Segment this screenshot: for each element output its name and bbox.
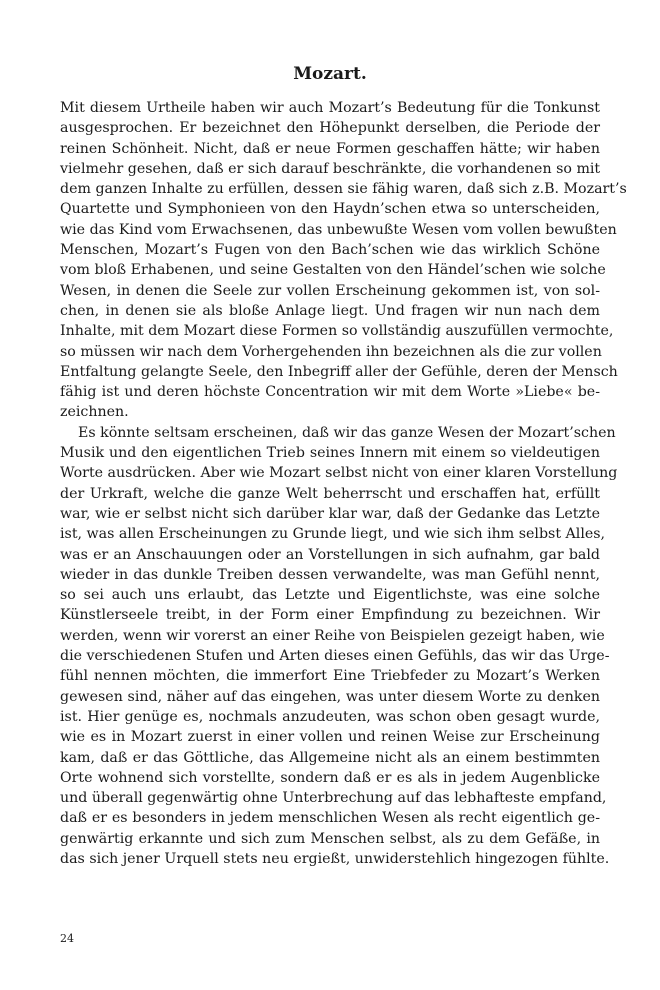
text-line: Künstlerseele treibt, in der Form einer Empfindung zu bezeichnen. Wir <box>60 607 600 624</box>
text-line: Quartette und Symphonieen von den Haydn’schen etwa so unterscheiden, <box>60 201 600 218</box>
text-line: Mit diesem Urtheile haben wir auch Mozart’s Bedeutung für die Tonkunst <box>60 100 600 116</box>
text-line: Worte ausdrücken. Aber wie Mozart selbst nicht von einer klaren Vorstellung <box>60 465 618 482</box>
text-line: werden, wenn wir vorerst an einer Reihe von Beispielen gezeigt haben, wie <box>60 627 605 644</box>
text-line: genwärtig erkannte und sich zum Menschen selbst, als zu dem Gefäße, in <box>60 830 600 847</box>
text-line: wie es in Mozart zuerst in einer vollen und reinen Weise zur Erscheinung <box>60 729 600 746</box>
text-line: Wesen, in denen die Seele zur vollen Erscheinung gekommen ist, von sol- <box>60 282 600 299</box>
text-line: so sei auch uns erlaubt, das Letzte und Eigentlichste, was eine solche <box>60 587 600 604</box>
text-line: gewesen sind, näher auf das eingehen, was unter diesem Worte zu denken <box>60 688 600 705</box>
text-line: so müssen wir nach dem Vorhergehenden ihn bezeichnen als die zur vollen <box>60 343 602 360</box>
text-line: chen, in denen sie als bloße Anlage liegt. Und fragen wir nun nach dem <box>60 302 600 319</box>
text-line: kam, daß er das Göttliche, das Allgemeine nicht als an einem bestimmten <box>60 749 600 766</box>
text-line: Es könnte seltsam erscheinen, daß wir das ganze Wesen der Mozart’schen <box>78 424 616 441</box>
text-line: reinen Schönheit. Nicht, daß er neue Formen geschaffen hätte; wir haben <box>60 140 600 157</box>
text-line: ist. Hier genüge es, nochmals anzudeuten, was schon oben gesagt wurde, <box>60 708 600 725</box>
text-line: was er an Anschauungen oder an Vorstellungen in sich aufnahm, gar bald <box>60 546 600 563</box>
chapter-heading: Mozart. <box>293 64 367 84</box>
text-line: ist, was allen Erscheinungen zu Grunde liegt, und wie sich ihm selbst Alles, <box>60 526 606 543</box>
text-line: fähig ist und deren höchste Concentration wir mit dem Worte »Liebe« be- <box>60 384 600 401</box>
text-line: Orte wohnend sich vorstellte, sondern daß er es als in jedem Augenblicke <box>60 769 600 786</box>
text-line: die verschiedenen Stufen und Arten dieses einen Gefühls, das wir das Urge- <box>60 648 610 665</box>
page-number: 24 <box>60 932 74 945</box>
text-line: zeichnen. <box>60 404 129 421</box>
text-block <box>60 98 627 869</box>
text-line: vielmehr gesehen, daß er sich darauf beschränkte, die vorhandenen so mit <box>60 160 601 177</box>
text-line: fühl nennen möchten, die immerfort Eine Triebfeder zu Mozart’s Werken <box>60 668 600 685</box>
text-line: vom bloß Erhabenen, und seine Gestalten von den Händel’schen wie solche <box>60 262 606 279</box>
text-line: ausgesprochen. Er bezeichnet den Höhepunkt derselben, die Periode der <box>60 120 600 137</box>
text-line: war, wie er selbst nicht sich darüber klar war, daß der Gedanke das Letzte <box>60 505 600 522</box>
page-body <box>60 62 627 869</box>
text-line: und überall gegenwärtig ohne Unterbrechung auf das lebhafteste empfand, <box>60 790 607 807</box>
text-line: wie das Kind vom Erwachsenen, das unbewußte Wesen vom vollen bewußten <box>60 221 617 238</box>
text-line: Menschen, Mozart’s Fugen von den Bach’schen wie das wirklich Schöne <box>60 242 600 259</box>
text-line: der Urkraft, welche die ganze Welt beherrscht und erschaffen hat, erfüllt <box>60 485 600 502</box>
text-line: das sich jener Urquell stets neu ergießt, unwiderstehlich hingezogen fühlte. <box>60 850 610 867</box>
text-line: wieder in das dunkle Treiben dessen verwandelte, was man Gefühl nennt, <box>60 566 600 583</box>
text-line: dem ganzen Inhalte zu erfüllen, dessen sie fähig waren, daß sich z.B. Mozart’s <box>60 181 627 198</box>
text-line: Musik und den eigentlichen Trieb seines Innern mit einem so vieldeutigen <box>60 445 600 462</box>
text-line: daß er es besonders in jedem menschlichen Wesen als recht eigentlich ge- <box>60 810 600 827</box>
text-line: Inhalte, mit dem Mozart diese Formen so vollständig auszufüllen vermochte, <box>60 323 614 340</box>
text-line: Entfaltung gelangte Seele, den Inbegriff aller der Gefühle, deren der Mensch <box>60 363 618 380</box>
